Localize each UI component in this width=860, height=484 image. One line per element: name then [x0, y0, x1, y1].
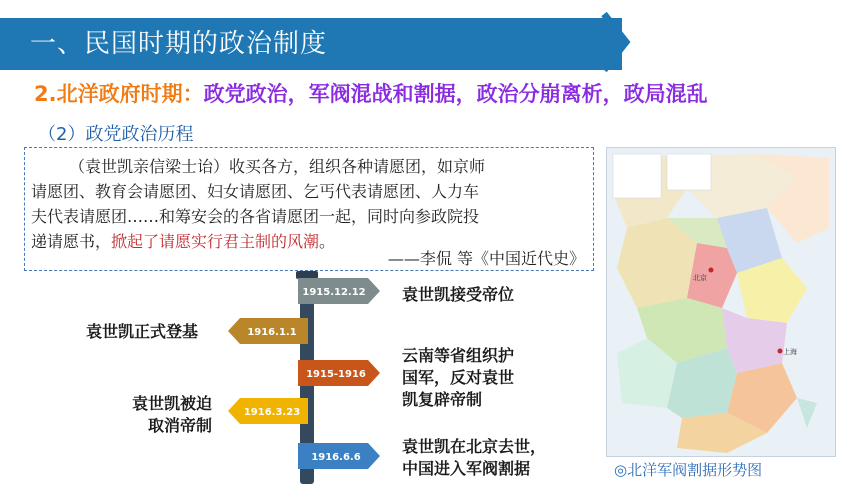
subtitle-prefix: 2.北洋政府时期： [34, 82, 204, 106]
quote-box [24, 147, 594, 271]
quote-line-3: 夫代表请愿团……和筹安会的各省请愿团一起，同时向参政院投 [31, 207, 480, 226]
sign-date-2: 1916.1.1 [247, 327, 297, 338]
section-title: （2）政党政治历程 [38, 124, 194, 145]
period-subtitle [34, 78, 708, 108]
event-5 [402, 436, 546, 480]
quote-highlight: 掀起了请愿实行君主制的风潮 [111, 232, 320, 251]
map-caption: ◎北洋军阀割据形势图 [614, 461, 763, 479]
chevron-right-icon [598, 10, 634, 74]
quote-line-1: （袁世凯亲信梁士诒）收买各方，组织各种请愿团，如京师 [69, 157, 486, 176]
sign-date-4: 1916.3.23 [243, 407, 301, 418]
event-4-line-1: 袁世凯被迫 [131, 394, 212, 413]
quote-line-2: 请愿团、教育会请愿团、妇女请愿团、乞丐代表请愿团、人力车 [31, 182, 480, 201]
sign-arrow-1 [298, 278, 380, 304]
event-5-line-2: 中国进入军阀割据 [402, 459, 531, 478]
subtitle-main: 政党政治，军阀混战和割据，政治分崩离析，政局混乱 [203, 82, 708, 106]
page-title: 一、民国时期的政治制度 [30, 29, 328, 59]
sign-arrow-5 [298, 443, 380, 469]
event-3-line-3: 凯复辟帝制 [402, 390, 483, 409]
sign-arrow-2 [228, 318, 308, 344]
event-4 [122, 393, 212, 437]
map-label-beijing: 北京 [693, 274, 707, 282]
quote-source: ——李侃 等《中国近代史》 [387, 249, 585, 268]
quote-line-4-a: 递请愿书， [31, 232, 112, 251]
title-banner [0, 18, 622, 70]
quote-line-4-c: 。 [319, 232, 336, 251]
event-1: 袁世凯接受帝位 [402, 285, 515, 304]
event-2: 袁世凯正式登基 [86, 322, 199, 341]
event-3-line-2: 国军，反对袁世 [402, 368, 515, 387]
event-5-line-1: 袁世凯在北京去世， [402, 437, 547, 456]
map-label-shanghai: 上海 [783, 348, 797, 356]
warlord-map [606, 147, 836, 457]
event-3 [402, 345, 514, 411]
map-graphic [607, 148, 836, 457]
event-4-line-2: 取消帝制 [147, 416, 212, 435]
sign-arrow-4 [228, 398, 308, 424]
sign-date-3: 1915-1916 [306, 369, 366, 380]
sign-date-5: 1916.6.6 [311, 452, 361, 463]
sign-date-1: 1915.12.12 [302, 287, 366, 298]
event-3-line-1: 云南等省组织护 [402, 346, 515, 365]
sign-arrow-3 [298, 360, 380, 386]
quote-line-4 [31, 229, 335, 252]
